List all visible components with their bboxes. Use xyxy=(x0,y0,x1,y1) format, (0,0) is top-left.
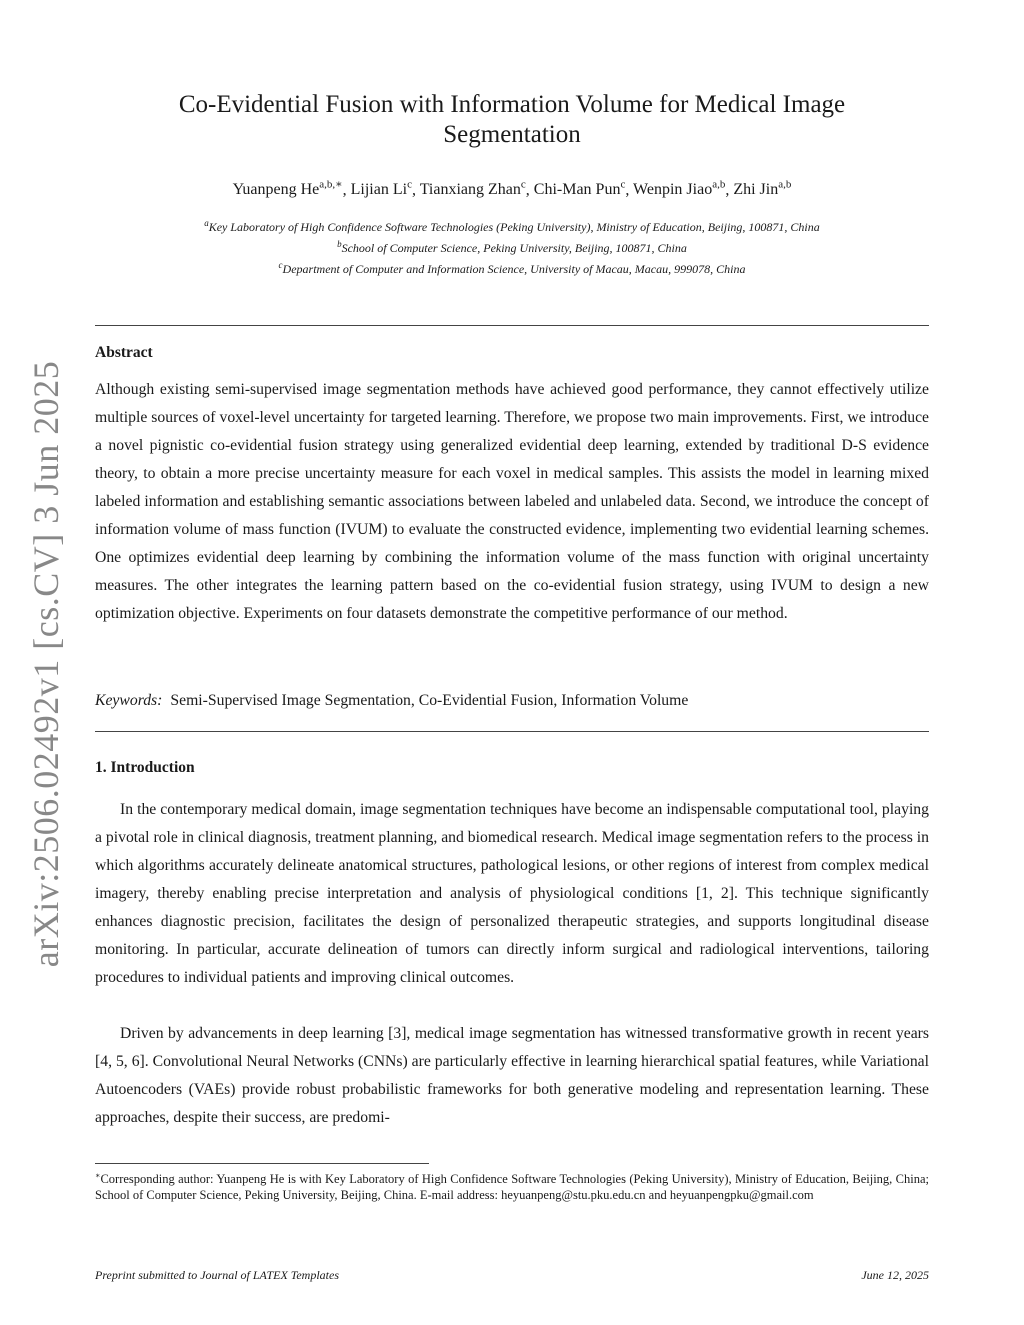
keywords xyxy=(95,692,929,710)
footnote-text: Corresponding author: Yuanpeng He is with Key Laboratory of High Confidence Software Technologies (Peking University), Ministry of Education, Beijing, China; School of Computer Science, Peking University, Beijing, China. E-mail address: heyuanpeng@stu.pku.edu.cn and heyuanpengpku@gmail.com xyxy=(95,1172,929,1203)
author: Tianxiang Zhan$^c$ xyxy=(419,179,526,199)
abstract-text: Although existing semi-supervised image segmentation methods have achieved good performance, they cannot effectively utilize multiple sources of voxel-level uncertainty for targeted learning. Therefore, we propose two main improvements. First, we introduce a novel pignistic co-evidential fusion strategy using generalized evidential deep learning, extended by traditional D-S evidence theory, to obtain a more precise uncertainty measure for each voxel in medical samples. This assists the model in learning mixed labeled information and establishing semantic associations between labeled and unlabeled data. Second, we introduce the concept of information volume of mass function (IVUM) to evaluate the constructed evidence, implementing two evidential learning schemes. One optimizes evidential deep learning by combining the information volume of the mass function with original uncertainty measures. The other integrates the learning pattern based on the co-evidential fusion strategy, using IVUM to design a new optimization objective. Experiments on four datasets demonstrate the competitive performance of our method. xyxy=(95,381,929,622)
affiliation: $^a$Key Laboratory of High Confidence Software Technologies (Peking University), Ministry of Education, Beijing, 100871, China xyxy=(204,218,820,234)
footer-date: June 12, 2025 xyxy=(861,1268,929,1282)
abstract-bottom-rule xyxy=(95,731,929,732)
author-list: Yuanpeng $He^{a,b,∗}$, Lijian Li$^c$, Tianxiang Zhan$^c$, Chi-Man Pun$^c$, Wenpin Jiao$^{a,b}$, Zhi Jin$^{a,b}$ xyxy=(232,179,792,199)
keywords-label: Keywords: xyxy=(95,692,163,709)
intro-paragraph-1: In the contemporary medical domain, image segmentation techniques have become an indispensable computational tool, playing a pivotal role in clinical diagnosis, treatment planning, and biomedical research. Medical image segmentation refers to the process in which algorithms accurately delineate anatomical structures, pathological lesions, or other regions of interest from complex medical imagery, thereby enabling precise interpretation and analysis of physiological conditions [1, 2]. This technique significantly enhances diagnostic precision, facilitates the design of personalized therapeutic strategies, and supports longitudinal disease monitoring. In particular, accurate delineation of tumors can directly inform surgical and radiological interventions, tailoring procedures to individual patients and improving clinical outcomes. xyxy=(95,801,929,986)
author: Zhi Jin$^{a,b}$ xyxy=(733,179,792,199)
affiliations xyxy=(95,215,929,278)
footnote xyxy=(95,1168,929,1203)
affiliation: $^c$Department of Computer and Information Science, University of Macau, Macau, 999078, China xyxy=(278,260,746,276)
author: Yuanpeng $He^{a,b,∗}$ xyxy=(232,179,343,199)
keywords-text: Semi-Supervised Image Segmentation, Co-Evidential Fusion, Information Volume xyxy=(170,692,689,709)
arxiv-id: arXiv:2506.02492v1 [cs.CV] 3 Jun 2025 xyxy=(26,360,66,968)
footnote-mark: ∗ xyxy=(95,1171,101,1180)
author: Lijian Li$^c$ xyxy=(350,179,412,199)
author: Chi-Man Pun$^c$ xyxy=(533,179,626,199)
affiliation: $^b$School of Computer Science, Peking University, Beijing, 100871, China xyxy=(337,239,687,255)
paper-title: Co-Evidential Fusion with Information Volume for Medical Image Segmentation xyxy=(178,91,846,148)
footnote-rule xyxy=(95,1163,429,1164)
intro-paragraph-2: Driven by advancements in deep learning [3], medical image segmentation has witnessed transformative growth in recent years [4, 5, 6]. Convolutional Neural Networks (CNNs) are particularly effective in learning hierarchical spatial features, while Variational Autoencoders (VAEs) provide robust probabilistic frameworks for both generative modeling and representation learning. These approaches, despite their success, are predomi- xyxy=(95,1025,929,1126)
abstract-heading: Abstract xyxy=(95,344,153,361)
top-rule xyxy=(95,325,929,326)
section-heading-introduction: 1. Introduction xyxy=(95,759,195,776)
author: Wenpin Jiao$^{a,b}$ xyxy=(633,179,726,199)
footer-journal: Preprint submitted to Journal of LATEX Templates xyxy=(95,1268,340,1282)
